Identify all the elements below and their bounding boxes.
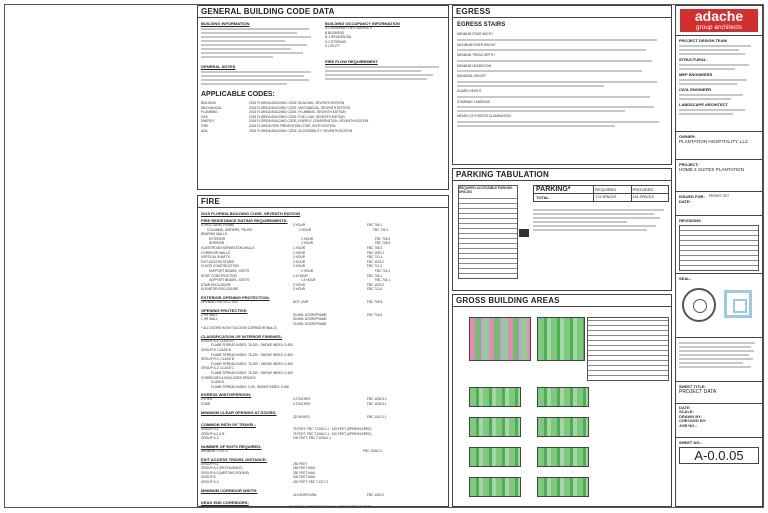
rating-row: EXIT ACCESS STAIRS 2 HOUR FBC 1023.2: [201, 259, 385, 264]
corridor-heading: MINIMUM CORRIDOR WIDTH:: [201, 487, 258, 493]
corridor-row: 44 INCHES MIN. FBC 1020.2: [293, 492, 385, 497]
required-header: REQUIRED: [593, 186, 630, 193]
opening-row: 20 MIN. DOOR/FRAME: [293, 321, 327, 326]
project-label: PROJECT:: [679, 162, 699, 167]
rating-table: [201, 223, 445, 292]
code-row: ADA 2015 FLORIDA BUILDING CODE, ACCESSIBILITY, SEVENTH EDITION: [201, 128, 353, 133]
floor-plan: [537, 317, 585, 361]
egress-line: MINIMUM STAIR WIDTH: [457, 32, 493, 36]
total-label: TOTAL: [536, 195, 549, 200]
exterior-heading: EXTERIOR OPENING PROTECTION:: [201, 294, 270, 300]
travel-row: GROUP R-1 75 FEET; FBC T.1006.2.1 ; 125 FEET (SPRINKLERED): [201, 427, 372, 432]
rating-row: CORRIDOR WALLS 1 HOUR FBC 1020.1: [201, 250, 385, 255]
egress-line: MEANS OF EGRESS ILLUMINATION: [457, 114, 511, 119]
floor-plan: [537, 447, 589, 467]
code-row: BUILDING 2015 FLORIDA BUILDING CODE, BUILDING, SEVENTH EDITION: [201, 101, 345, 105]
firm-logo: adache group architects: [680, 9, 758, 32]
parking-panel: [452, 168, 672, 291]
rating-row: ROOF CONSTRUCTION 1.5 HOUR FBC 705.1: [201, 273, 383, 278]
finish-row: FLAME SPREAD INDEX: 76-200 ; SMOKE INDEX: 0-450: [211, 371, 293, 376]
area-table: [587, 317, 669, 381]
rating-row: GUESTROOM SEPARATION WALLS 1 HOUR FBC 708.3: [201, 245, 383, 250]
project-name: HOME 2 SUITES PLANTATION: [679, 167, 744, 172]
owner-label: OWNER:: [679, 134, 696, 139]
egress-line: GUARD HEIGHT: [457, 88, 482, 93]
sheet-title: PROJECT DATA: [679, 389, 717, 395]
revisions-label: REVISIONS: [679, 218, 701, 223]
doors-note: * ALL DOORS IN EXIT ACCESS CORRIDOR WALLS: [201, 326, 277, 331]
codes-list: [201, 101, 445, 133]
gross-areas-title: GROSS BUILDING AREAS: [453, 295, 671, 307]
parking-header: PARKING*: [536, 186, 571, 193]
occ-line: A-2 ASSEMBLY RESTAURANTS: [325, 26, 372, 30]
sheet-number: A-0.0.05: [679, 447, 759, 464]
width-heading: EGRESS WIDTH/PERSON:: [201, 392, 252, 398]
parking-summary-table: [533, 185, 669, 202]
floor-plan: [537, 387, 589, 407]
distance-row: GROUP A-3 (MEETING ROOMS) 250 FEET MAX.: [201, 470, 316, 475]
finish-row: CLASS A: [211, 380, 225, 385]
civil-label: CIVIL ENGINEER: [679, 87, 712, 92]
finish-row: GROUP S-2: CLASS C: [201, 366, 234, 371]
occ-line: B BUSINESS: [325, 30, 345, 35]
floor-plan: [469, 317, 531, 361]
floor-plan: [469, 447, 521, 467]
design-team-label: PROJECT DESIGN TEAM: [679, 38, 727, 43]
exits-row: MINIMUM 2 EXITS FBC 1006.2.1: [201, 448, 383, 453]
rating-heading: FIRE RESISTANCE RATING REQUIREMENTS:: [201, 218, 288, 223]
seal-label: SEAL:: [679, 276, 691, 281]
issued-value: PERMIT SET: [708, 194, 730, 198]
finish-row: GROUP B: CLASS B: [201, 348, 231, 353]
fire-title: FIRE: [198, 196, 448, 208]
rating-row: STRUCTURAL FRAME 2 HOUR FBC 704.1: [201, 223, 383, 227]
meta-row: DATE:: [679, 405, 691, 410]
occ-line: U UTILITY: [325, 44, 341, 49]
floor-plan: [469, 387, 521, 407]
rating-row: COLUMNS, GIRDERS, TRUSS 2 HOUR FBC 704.1: [207, 227, 389, 232]
aa-logo-icon: [724, 290, 752, 318]
deadend-row: DEAD END CORRIDORS SHALL NOT EXCEED 20 FEET: [289, 505, 372, 510]
rating-row: FLOOR CONSTRUCTION 2 HOUR FBC 711.2: [201, 264, 382, 269]
revisions-table: [679, 225, 759, 271]
accessible-parking-table: REQUIRED ACCESSIBLE PARKING SPACES: [458, 185, 518, 279]
floor-plan: [469, 417, 521, 437]
rating-row: STAIR ENCLOSURE 2 HOUR FBC 1023.2: [201, 282, 385, 287]
rating-row: SUPPORT BEAMS, JOISTS 1.5 HOUR FBC 704.1: [209, 278, 391, 283]
fire-code-heading: 2015 FLORIDA BUILDING CODE, SEVENTH EDITION: [201, 211, 301, 216]
fire-flow-heading: FIRE FLOW REQUIREMENT: [325, 58, 378, 64]
rating-row: BEARING WALLS:: [201, 232, 228, 237]
finish-row: FLAME SPREAD INDEX: 0-25 ; SMOKE INDEX: 0-450: [211, 384, 290, 389]
parking-arrow-icon: [519, 229, 529, 237]
general-notes-heading: GENERAL NOTES: [201, 64, 236, 69]
width-row: STAIR 0.3 INCHES FBC 1005.3.1: [201, 402, 387, 406]
mep-label: MEP ENGINEERS: [679, 72, 713, 77]
egress-title: EGRESS: [453, 6, 671, 18]
issued-label: ISSUED FOR:: [679, 194, 705, 199]
opening-row: 2 HR WALL 90 MIN. DOOR/FRAME FBC 716.5: [201, 312, 383, 317]
egress-line: MINIMUM HEADROOM: [457, 63, 491, 68]
fire-panel: [197, 195, 449, 510]
meta-row: SCALE:: [679, 409, 694, 415]
finish-row: GROUP R-1: CLASS B: [201, 357, 234, 362]
code-row: GAS 2015 FLORIDA BUILDING CODE, FUEL GAS, SEVENTH EDITION: [201, 114, 345, 119]
required-value: 174 SPACES: [593, 194, 630, 201]
landscape-label: LANDSCAPE ARCHITECT: [679, 102, 728, 107]
rating-row: ELEVATOR ENCLOSURE 2 HOUR FBC 713.4: [201, 287, 383, 292]
general-code-panel: [197, 5, 449, 190]
seal-stamp-icon: [682, 288, 716, 322]
occupancy-heading: BUILDING OCCUPANCY INFORMATION: [325, 21, 400, 26]
code-row: MECHANICAL 2015 FLORIDA BUILDING CODE, MECHANICAL, SEVENTH EDITION: [201, 105, 350, 110]
gross-areas-panel: [452, 294, 672, 507]
rating-row: INTERIOR 2 HOUR FBC 705.5: [209, 241, 391, 246]
sheet-no-label: SHEET NO.:: [679, 440, 702, 445]
floor-plan: [537, 417, 589, 437]
sheet-title-label: SHEET TITLE:: [679, 384, 706, 389]
finish-row: FLAME SPREAD INDEX: 76-200 ; SMOKE INDEX: 0-450: [211, 352, 293, 357]
distance-row: GROUP S-2 400 FEET; FBC T.1017.2: [201, 479, 329, 484]
egress-panel: [452, 5, 672, 165]
floor-plan: [537, 477, 589, 497]
owner-name: PLANTATION HOSPITALITY, LLC: [679, 139, 749, 144]
rating-row: SUPPORT BEAMS, JOISTS 2 HOUR FBC 704.1: [209, 268, 391, 273]
clear-heading: MINIMUM CLEAR OPENING AT DOORS:: [201, 409, 277, 415]
finish-row: FLAME SPREAD INDEX: 76-200 ; SMOKE INDEX: 0-450: [211, 343, 293, 348]
rating-row: EXTERIOR 2 HOUR FBC 705.5: [209, 236, 391, 241]
occ-line: R-1 RESIDENTIAL: [325, 35, 352, 40]
exterior-row: OPENING PROTECTION NOT LIMIT FBC 705.8: [201, 299, 383, 304]
parking-title: PARKING TABULATION: [453, 169, 671, 181]
travel-heading: COMMON PATH OF TRAVEL:: [201, 422, 256, 428]
egress-stairs-heading: EGRESS STAIRS: [457, 22, 506, 28]
opening-row: 1 HR WALL 60 MIN. DOOR/FRAME: [201, 317, 327, 322]
egress-line: STAIRWAY LANDINGS: [457, 99, 491, 104]
structural-label: STRUCTURAL:: [679, 57, 708, 62]
egress-line: HANDRAIL HEIGHT: [457, 74, 486, 79]
finish-row: FLAME SPREAD INDEX: 76-200 ; SMOKE INDEX: 0-450: [211, 361, 293, 366]
date-label: DATE:: [679, 199, 691, 204]
width-row: OTHER 0.2 INCHES FBC 1005.3.2: [201, 397, 387, 402]
applicable-codes-heading: APPLICABLE CODES:: [201, 91, 275, 98]
title-block: [675, 5, 763, 507]
egress-line: MINIMUM TREAD DEPTH: [457, 53, 495, 58]
travel-row: GROUP S-2 100 FEET; FBC T.1006.2.1: [201, 436, 331, 441]
finish-heading: CLASSIFICATION OF INTERIOR FINISHES:: [201, 333, 283, 339]
meta-row: JOB NO.:: [679, 422, 697, 428]
distance-heading: EXIT ACCESS TRAVEL DISTANCE:: [201, 456, 267, 462]
finish-row: CORRIDORS & ENCLOSED SPACES:: [201, 375, 257, 380]
provided-header: PROVIDED: [631, 186, 668, 193]
code-row: ENERGY 2015 FLORIDA BUILDING CODE, ENERGY CONSERVATION, SEVENTH EDITION: [201, 119, 369, 124]
distance-row: GROUP R-1 250 FEET: [201, 461, 308, 466]
meta-row: DRAWN BY:: [679, 413, 702, 419]
floor-plan: [469, 477, 521, 497]
distance-row: GROUP A-2 (RESTAURANT) 250 FEET MAX.: [201, 466, 316, 471]
rating-row: VERTICAL SHAFTS 2 HOUR FBC 713.4: [201, 255, 383, 260]
egress-line: MAXIMUM RISER HEIGHT: [457, 42, 496, 47]
exits-heading: NUMBER OF EXITS REQUIRED:: [201, 443, 262, 449]
distance-row: GROUP B 300 FEET MAX.: [201, 475, 316, 480]
provided-value: 154 SPACES: [631, 194, 668, 201]
building-info-heading: BUILDING INFORMATION: [201, 21, 250, 26]
travel-row: GROUP A-2 & B 75 FEET; FBC T.1006.2.1 ; 100 FEET (SPRINKLERED): [201, 431, 372, 436]
opening-heading: OPENING PROTECTIVE:: [201, 307, 248, 313]
code-row: PLUMBING 2015 FLORIDA BUILDING CODE, PLUMBING, SEVENTH EDITION: [201, 110, 346, 115]
occ-line: S-2 STORAGE: [325, 39, 347, 44]
finish-row: GROUP A-2: CLASS B: [201, 338, 234, 343]
clear-row: 32 INCHES FBC 1010.1.1: [293, 414, 387, 419]
code-row: FIRE 2015 FLORIDA FIRE PREVENTION CODE, SIXTH EDITION: [201, 123, 336, 128]
deadend-heading: DEAD END CORRIDORS:: [201, 500, 249, 506]
meta-row: CHECKED BY:: [679, 418, 707, 424]
general-code-title: GENERAL BUILDING CODE DATA: [198, 6, 448, 18]
